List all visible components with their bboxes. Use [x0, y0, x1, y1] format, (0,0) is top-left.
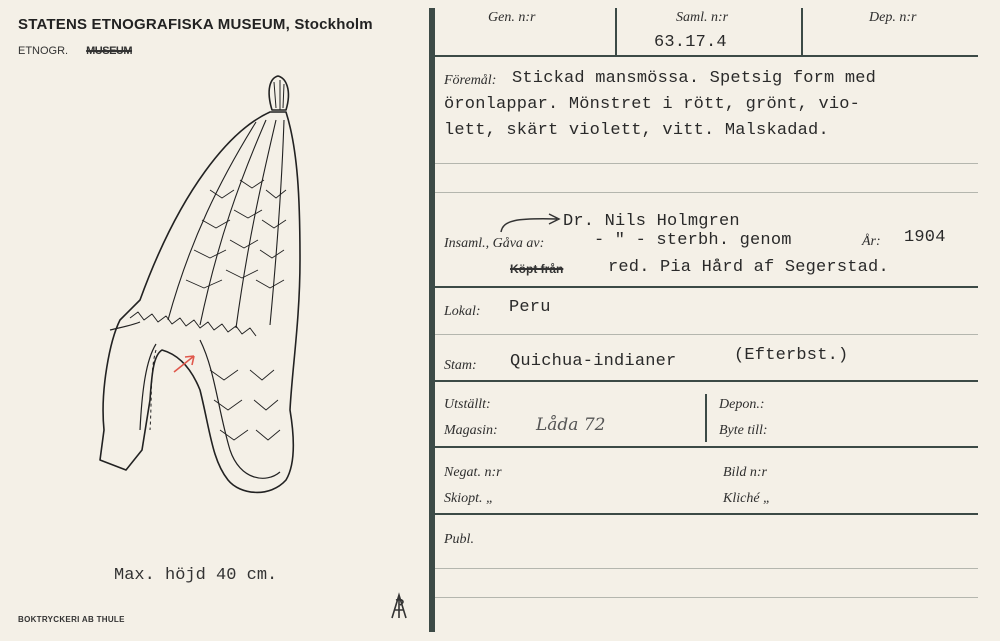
card-divider [429, 8, 435, 632]
rule-faint-1 [435, 163, 978, 164]
rule-publ-2 [435, 597, 978, 598]
foremal-line-1: Stickad mansmössa. Spetsig form med [512, 69, 877, 88]
depon-label: Depon.: [719, 397, 765, 412]
insaml-arrow-name: Dr. Nils Holmgren [563, 212, 740, 231]
rule-negat [435, 513, 978, 515]
rule-stam [435, 380, 978, 382]
rule-lokal [435, 334, 978, 335]
year-label: År: [862, 234, 881, 249]
insaml-line-2: red. Pia Hård af Segerstad. [608, 258, 889, 277]
stam-value: Quichua-indianer [510, 352, 677, 371]
etnogr-text: ETNOGR. [18, 45, 69, 57]
negat-label: Negat. n:r [444, 465, 502, 480]
insaml-arrow-icon [497, 212, 563, 234]
saml-label: Saml. n:r [676, 10, 729, 25]
magasin-value: Lådа 72 [536, 415, 606, 435]
monogram-icon [388, 592, 410, 620]
saml-value: 63.17.4 [654, 33, 727, 52]
bild-label: Bild n:r [723, 465, 767, 480]
skiopt-label: Skiopt. „ [444, 491, 494, 506]
utstallt-label: Utställt: [444, 397, 491, 412]
max-height-note: Max. höjd 40 cm. [114, 566, 278, 585]
stam-label: Stam: [444, 358, 477, 373]
col-divider-2 [801, 8, 803, 55]
year-value: 1904 [904, 228, 946, 247]
red-arrow-icon [172, 352, 198, 374]
byte-label: Byte till: [719, 423, 768, 438]
rule-insaml [435, 286, 978, 288]
etnogr-struck-text: MUSEUM [86, 45, 133, 57]
kliche-label: Kliché „ [723, 491, 771, 506]
col-divider-1 [615, 8, 617, 55]
foremal-line-3: lett, skärt violett, vitt. Malskadad. [444, 121, 829, 140]
kopt-struck: Köpt från [510, 262, 564, 276]
museum-title: STATENS ETNOGRAFISKA MUSEUM, Stockholm [18, 16, 373, 33]
col-divider-utstallt [705, 394, 707, 442]
stam-note: (Efterbst.) [734, 346, 849, 365]
insaml-label: Insaml., Gåva av: [444, 236, 545, 251]
magasin-label: Magasin: [444, 423, 498, 438]
lokal-value: Peru [509, 298, 551, 317]
foremal-line-2: öronlappar. Mönstret i rött, grönt, vio- [444, 95, 861, 114]
gen-label: Gen. n:r [488, 10, 536, 25]
rule-utstallt [435, 446, 978, 448]
lokal-label: Lokal: [444, 304, 481, 319]
foremal-label: Föremål: [444, 73, 497, 88]
etnogr-label [18, 45, 132, 57]
printer-imprint: BOKTRYCKERI AB THULE [18, 615, 125, 624]
rule-faint-2 [435, 192, 978, 193]
insaml-line: - " - sterbh. genom [594, 231, 792, 250]
publ-label: Publ. [444, 532, 474, 547]
hat-drawing [90, 70, 320, 510]
dep-label: Dep. n:r [869, 10, 917, 25]
rule-publ-1 [435, 568, 978, 569]
rule-top [435, 55, 978, 57]
